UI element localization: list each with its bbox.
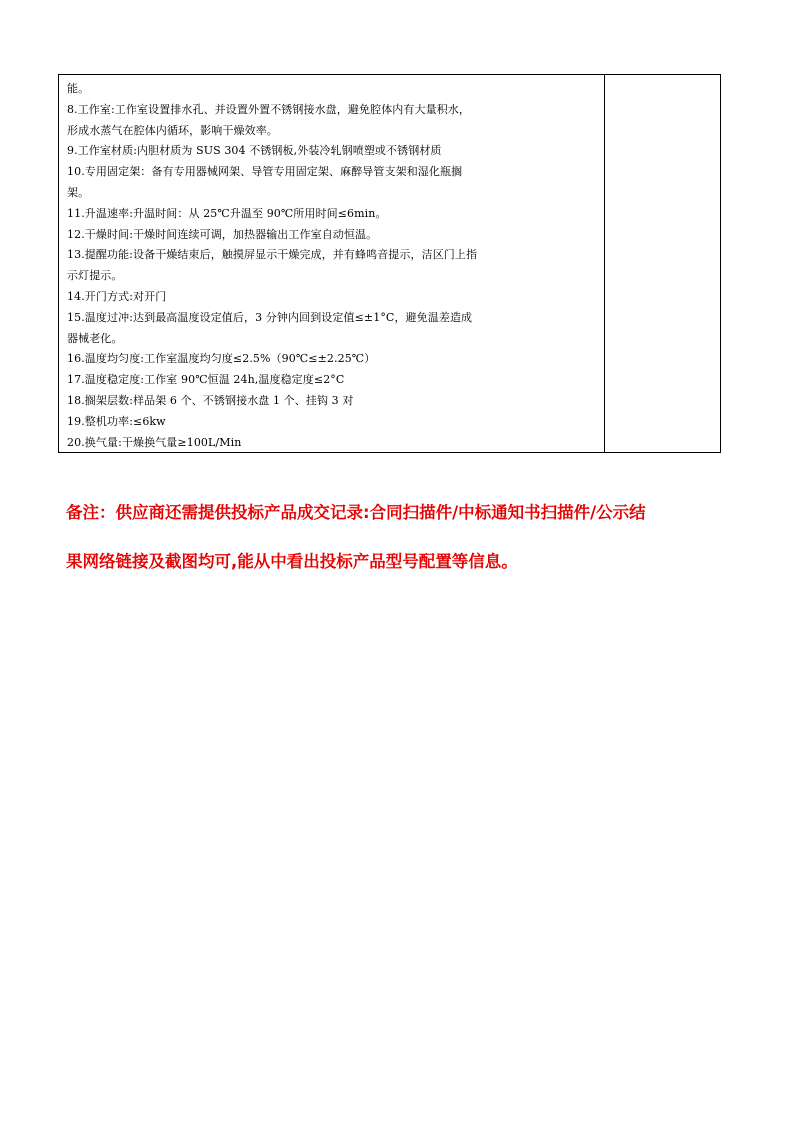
spec-line: 11.升温速率:升温时间：从 25℃升温至 90℃所用时间≤6min。	[67, 206, 387, 220]
spec-line: 13.提醒功能:设备干燥结束后，触摸屏显示干燥完成，并有蜂鸣音提示，洁区门上指	[67, 248, 478, 262]
spec-line: 8.工作室:工作室设置排水孔、并设置外置不锈钢接水盘，避免腔体内有大量积水，	[67, 102, 470, 116]
remark-line: 备注：供应商还需提供投标产品成交记录:合同扫描件/中标通知书扫描件/公示结	[66, 503, 646, 522]
spec-line: 形成水蒸气在腔体内循环，影响干燥效率。	[67, 123, 278, 137]
remark-line: 果网络链接及截图均可,能从中看出投标产品型号配置等信息。	[66, 552, 518, 571]
spec-line: 16.温度均匀度:工作室温度均匀度≤2.5%（90℃≤±2.25℃）	[67, 352, 376, 366]
empty-side-cell	[605, 75, 720, 452]
spec-description-cell	[59, 75, 605, 452]
spec-line: 19.整机功率:≤6kw	[67, 414, 166, 428]
spec-line: 18.搁架层数:样品架 6 个、不锈钢接水盘 1 个、挂钩 3 对	[67, 393, 354, 407]
spec-line: 能。	[67, 82, 90, 95]
spec-line: 示灯提示。	[67, 269, 123, 283]
spec-line: 12.干燥时间:干燥时间连续可调，加热器输出工作室自动恒温。	[67, 227, 378, 241]
spec-table	[58, 74, 721, 453]
spec-line: 架。	[67, 185, 90, 199]
spec-line: 15.温度过冲:达到最高温度设定值后，3 分钟内回到设定值≤±1°C，避免温差造成	[67, 310, 473, 324]
remark-note	[66, 500, 726, 582]
spec-line: 10.专用固定架：备有专用器械网架、导管专用固定架、麻醉导管支架和湿化瓶搁	[67, 165, 463, 179]
spec-line: 17.温度稳定度:工作室 90℃恒温 24h,温度稳定度≤2°C	[67, 373, 345, 387]
spec-line: 器械老化。	[67, 331, 123, 345]
spec-line: 20.换气量:干燥换气量≥100L/Min	[67, 435, 242, 449]
spec-line: 9.工作室材质:内胆材质为 SUS 304 不锈钢板,外装冷轧钢喷塑或不锈钢材质	[67, 144, 442, 158]
spec-line: 14.开门方式:对开门	[67, 289, 167, 303]
